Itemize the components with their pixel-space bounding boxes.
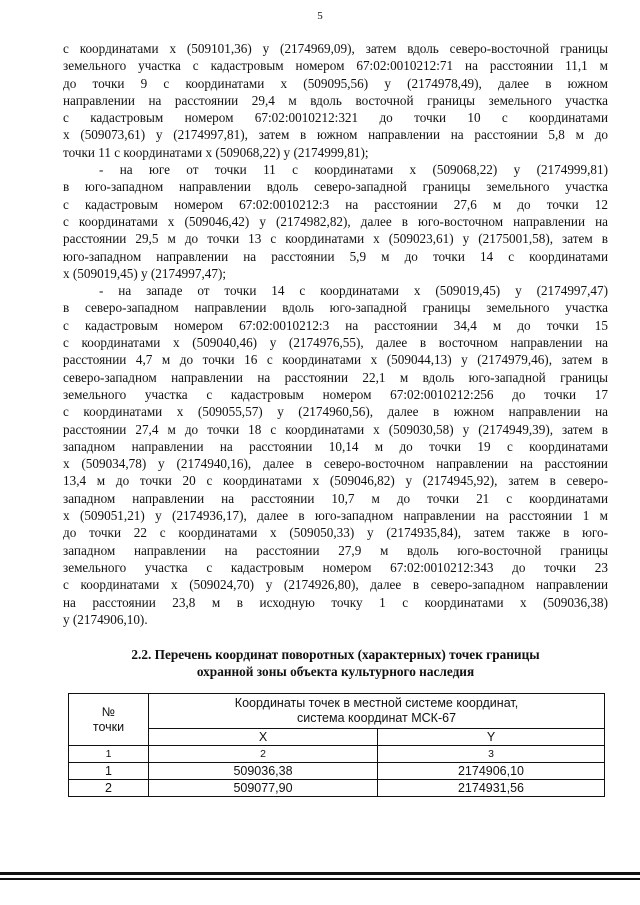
text-line: западном направлении на расстоянии 10,14 м до точки 19 с координатами (63, 438, 608, 454)
text-line: с координатами х (509046,42) у (2174982,82), далее в юго-восточном направлении на (63, 213, 608, 229)
text-line: земельного участка с кадастровым номером 67:02:0010212:256 до точки 17 (63, 386, 608, 402)
coordinates-table (68, 693, 605, 797)
table-cell: 1 (69, 746, 149, 763)
coordinates-header (149, 694, 605, 729)
text-line: расстоянии 29,5 м до точки 13 с координатами х (509023,61) у (2175001,58), затем в (63, 231, 608, 247)
section-heading-line: 2.2. Перечень координат поворотных (характерных) точек границы (131, 647, 540, 662)
text-line: х (509051,21) у (2174936,17), далее в юго-западном направлении на расстоянии 1 м (63, 508, 608, 524)
text-line: с кадастровым номером 67:02:0010212:3 на расстоянии 34,4 м до точки 15 (63, 317, 608, 333)
text-line: западном направлении на расстоянии 27,9 м вдоль юго-восточной границы (63, 542, 608, 558)
text-line: с кадастровым номером 67:02:0010212:321 до точки 10 с координатами (63, 110, 608, 126)
scan-edge-line (0, 878, 640, 880)
table-cell: 2 (69, 780, 149, 797)
text-line: до точки 9 с координатами х (509095,56) у (2174978,49), далее в южном (63, 75, 608, 91)
text-line: расстоянии 27,4 м до точки 18 с координатами х (509030,58) у (2174949,39), затем в (63, 421, 608, 437)
table-cell: 509036,38 (149, 763, 378, 780)
table-header-row (69, 694, 605, 729)
table-cell: 3 (378, 746, 605, 763)
text-line: - на западе от точки 14 с координатами х (509019,45) у (2174997,47) (99, 283, 608, 299)
scan-edge-bar (0, 868, 640, 905)
text-line: с кадастровым номером 67:02:0010212:3 на расстоянии 27,6 м до точки 12 (63, 196, 608, 212)
text-line: 13,4 м до точки 20 с координатами х (509046,82) у (2174945,92), затем в северо- (63, 473, 608, 489)
table-cell: 509077,90 (149, 780, 378, 797)
text-line: на расстоянии 23,8 м в исходную точку 1 с координатами х (509036,38) (63, 594, 608, 610)
text-line: земельного участка с кадастровым номером 67:02:0010212:71 на расстоянии 11,1 м (63, 58, 608, 74)
scan-edge-line (0, 872, 640, 875)
table-cell: 2 (149, 746, 378, 763)
section-heading-line: охранной зоны объекта культурного наследия (196, 664, 475, 679)
x-column-header: X (149, 729, 378, 746)
text-line: в северо-западном направлении вдоль юго-западной границы земельного участка (63, 300, 608, 316)
text-line: в юго-западном направлении вдоль северо-западной границы земельного участка (63, 179, 608, 195)
table-row (69, 780, 605, 797)
text-line: точки 11 с координатами х (509068,22) у (2174999,81); (63, 144, 369, 160)
y-column-header: Y (378, 729, 605, 746)
point-number-header-line: точки (92, 719, 125, 734)
text-line: направлении на расстоянии 29,4 м вдоль восточной границы земельного участка (63, 92, 608, 108)
text-line: до точки 22 с координатами х (509050,33) у (2174935,84), затем также в юго- (63, 525, 608, 541)
table-cell: 2174906,10 (378, 763, 605, 780)
text-line: с координатами х (509024,70) у (2174926,80), далее в северо-западном направлении (63, 577, 608, 593)
table-subheader-row (69, 729, 605, 746)
text-line: земельного участка с кадастровым номером 67:02:0010212:343 до точки 23 (63, 559, 608, 575)
text-line: юго-западном направлении на расстоянии 5,9 м до точки 14 с координатами (63, 248, 608, 264)
table-row (69, 763, 605, 780)
text-line: с координатами х (509101,36) у (2174969,09), затем вдоль северо-восточной границы (63, 41, 608, 56)
section-heading (63, 646, 608, 680)
coordinates-header-line: Координаты точек в местной системе координат, (234, 696, 519, 710)
table-cell: 2174931,56 (378, 780, 605, 797)
text-line: у (2174906,10). (63, 611, 148, 627)
page-number: 5 (317, 10, 323, 22)
text-line: расстоянии 4,7 м до точки 16 с координатами х (509044,13) у (2174979,46), затем в (63, 352, 608, 368)
text-line: с координатами х (509055,57) у (2174960,56), далее в южном направлении на (63, 404, 608, 420)
coordinates-header-line: система координат МСК-67 (296, 711, 457, 725)
point-number-header (69, 694, 149, 746)
point-number-header-line: № (101, 704, 116, 719)
text-line: с координатами х (509040,46) у (2174976,55), далее в восточном направлении на (63, 335, 608, 351)
text-line: х (509019,45) у (2174997,47); (63, 265, 226, 281)
text-line: - на юге от точки 11 с координатами х (509068,22) у (2174999,81) (99, 162, 608, 178)
table-index-row (69, 746, 605, 763)
text-line: х (509073,61) у (2174997,81), затем в южном направлении на расстоянии 5,8 м до (63, 127, 608, 143)
text-line: х (509034,78) у (2174940,16), далее в северо-восточном направлении на расстоянии (63, 456, 608, 472)
text-line: северо-западном направлении на расстоянии 22,1 м вдоль юго-западной границы (63, 369, 608, 385)
body-text (63, 40, 608, 628)
table-cell: 1 (69, 763, 149, 780)
text-line: западном направлении на расстоянии 10,7 м до точки 21 с координатами (63, 490, 608, 506)
